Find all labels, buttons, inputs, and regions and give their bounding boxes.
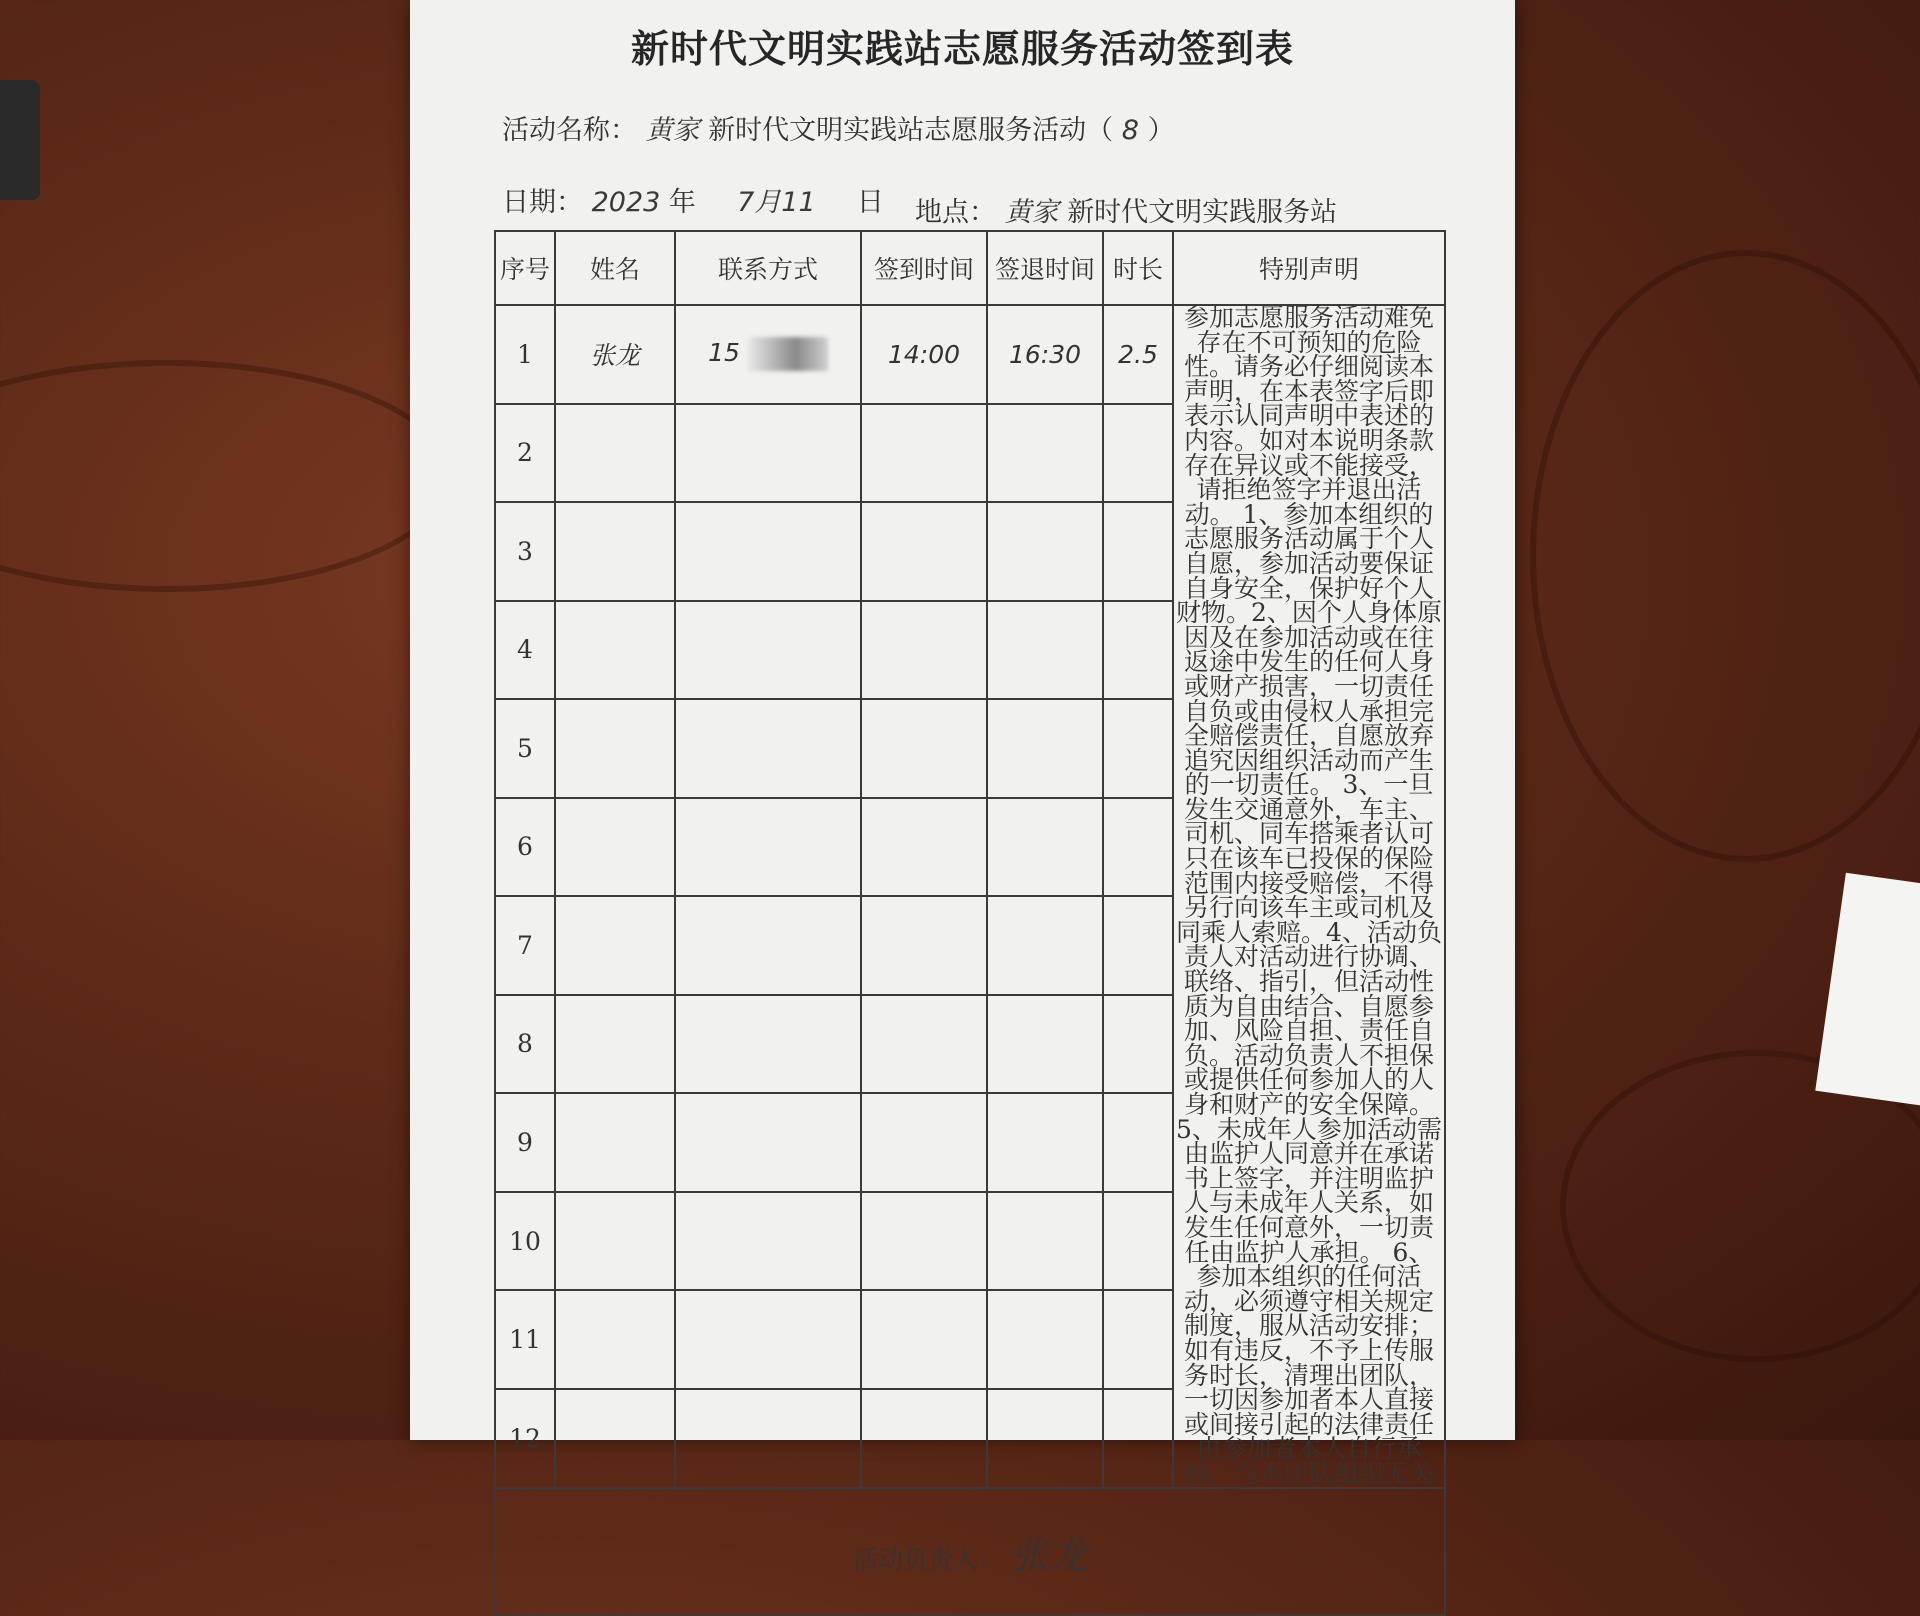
activity-leader [495, 1488, 1445, 1615]
row-sign-out [987, 995, 1103, 1094]
row-sign-out [987, 601, 1103, 700]
activity-name-line [502, 108, 1175, 147]
row-seq: 6 [495, 798, 555, 897]
special-statement: 参加志愿服务活动难免存在不可预知的危险性。请务必仔细阅读本声明，在本表签字后即表示认同声明中表述的内容。如对本说明条款存在异议或不能接受，请拒绝签字并退出活动。 1、参加本组织的志愿服务活动属于个人自愿，参加活动要保证自身安全，保护好个人财物。2、因个人身体原因及在参加活动或在往返途中发生的任何人身或财产损害，一切责任自负或由侵权人承担完全赔偿责任，自愿放弃追究因组织活动而产生的一切责任。 3、一旦发生交通意外，车主、司机、同车搭乘者认可只在该车已投保的保险范围内接受赔偿，不得另行向该车主或司机及同乘人索赔。4、活动负责人对活动进行协调、联络、指引，但活动性质为自由结合、自愿参加、风险自担、责任自负。活动负责人不担保或提供任何参加人的人身和财产的安全保障。5、未成年人参加活动需由监护人同意并在承诺书上签字，并注明监护人与未成年人关系，如发生任何意外，一切责任由监护人承担。 6、参加本组织的任何活动，必须遵守相关规定制度，服从活动安排；如有违反，不予上传服务时长，清理出团队，一切因参加者本人直接或间接引起的法律责任由参加者本人自行承担，与本团队组织无关 [1173, 305, 1445, 1488]
row-name [555, 995, 675, 1094]
row-duration [1103, 601, 1173, 700]
chair-corner [0, 80, 40, 200]
row-duration [1103, 1093, 1173, 1192]
row-sign-out [987, 1192, 1103, 1291]
row-seq: 3 [495, 502, 555, 601]
row-sign-out [987, 896, 1103, 995]
row-name [555, 1192, 675, 1291]
row-seq: 9 [495, 1093, 555, 1192]
table-row [495, 305, 1445, 404]
row-name [555, 798, 675, 897]
row-seq: 11 [495, 1290, 555, 1389]
row-name [555, 896, 675, 995]
activity-close: ） [1147, 115, 1175, 146]
row-contact [675, 699, 861, 798]
row-sign-in [861, 1093, 987, 1192]
sign-in-table [494, 230, 1446, 1616]
row-contact [675, 502, 861, 601]
header-duration: 时长 [1103, 231, 1173, 305]
row-name [555, 1290, 675, 1389]
row-contact [675, 1192, 861, 1291]
row-seq: 1 [495, 305, 555, 404]
row-seq: 5 [495, 699, 555, 798]
row-sign-in [861, 995, 987, 1094]
place-line [915, 190, 1337, 229]
year-char: 年 [668, 187, 696, 218]
row-name [555, 404, 675, 503]
row-sign-in [861, 1290, 987, 1389]
place-printed: 新时代文明实践服务站 [1067, 197, 1338, 228]
sign-in-sheet [410, 0, 1515, 1577]
row-sign-in [861, 699, 987, 798]
row-sign-out [987, 502, 1103, 601]
day-char: 日 [856, 187, 884, 218]
row-duration [1103, 404, 1173, 503]
row-seq: 8 [495, 995, 555, 1094]
row-name [555, 699, 675, 798]
wood-grain [0, 360, 452, 592]
row-contact [675, 896, 861, 995]
row-sign-out [987, 1389, 1103, 1488]
header-statement: 特别声明 [1173, 231, 1445, 305]
row-name [555, 1093, 675, 1192]
row-sign-in [861, 1192, 987, 1291]
row-contact-visible: 15 [708, 338, 740, 368]
row-name: 张龙 [555, 305, 675, 404]
row-name [555, 601, 675, 700]
form-title: 新时代文明实践站志愿服务活动签到表 [630, 26, 1294, 71]
row-contact [675, 1389, 861, 1488]
second-paper-sheet [1815, 873, 1920, 1108]
row-contact [675, 404, 861, 503]
row-sign-out [987, 798, 1103, 897]
row-seq: 10 [495, 1192, 555, 1291]
date-label: 日期： [502, 187, 583, 218]
row-sign-in [861, 601, 987, 700]
row-sign-in [861, 798, 987, 897]
header-sign-out: 签退时间 [987, 231, 1103, 305]
wood-grain [1530, 250, 1920, 862]
row-contact [675, 1093, 861, 1192]
row-sign-out [987, 1093, 1103, 1192]
date-year: 2023 [591, 187, 661, 218]
row-name [555, 1389, 675, 1488]
header-seq: 序号 [495, 231, 555, 305]
row-contact [675, 601, 861, 700]
row-contact [675, 305, 861, 404]
place-handwritten: 黄家 [1004, 197, 1059, 228]
activity-printed-name: 新时代文明实践站志愿服务活动（ [708, 115, 1114, 146]
leader-signature: 张龙 [1011, 1532, 1088, 1577]
header-sign-in: 签到时间 [861, 231, 987, 305]
table-footer-row [495, 1488, 1445, 1615]
row-sign-in: 14:00 [861, 305, 987, 404]
row-sign-out [987, 1290, 1103, 1389]
date-line [502, 180, 884, 219]
row-seq: 12 [495, 1389, 555, 1488]
row-seq: 7 [495, 896, 555, 995]
row-duration [1103, 1192, 1173, 1291]
place-label: 地点： [915, 197, 996, 228]
row-contact [675, 1290, 861, 1389]
row-contact [675, 995, 861, 1094]
activity-label: 活动名称： [502, 115, 637, 146]
row-duration [1103, 699, 1173, 798]
row-seq: 2 [495, 404, 555, 503]
row-duration [1103, 798, 1173, 897]
row-name [555, 502, 675, 601]
row-duration [1103, 1290, 1173, 1389]
header-contact: 联系方式 [675, 231, 861, 305]
row-duration: 2.5 [1103, 305, 1173, 404]
row-sign-in [861, 404, 987, 503]
table-header-row [495, 231, 1445, 305]
row-sign-in [861, 502, 987, 601]
activity-number: 8 [1121, 115, 1139, 146]
row-sign-out: 16:30 [987, 305, 1103, 404]
row-duration [1103, 896, 1173, 995]
row-contact [675, 798, 861, 897]
date-month-day: 7月11 [737, 187, 816, 218]
leader-label: 活动负责人： [852, 1544, 1003, 1574]
activity-handwritten-place: 黄家 [645, 115, 700, 146]
row-duration [1103, 995, 1173, 1094]
header-name: 姓名 [555, 231, 675, 305]
row-duration [1103, 1389, 1173, 1488]
redacted-blur [748, 337, 828, 371]
row-sign-in [861, 896, 987, 995]
row-seq: 4 [495, 601, 555, 700]
row-sign-out [987, 404, 1103, 503]
row-duration [1103, 502, 1173, 601]
row-sign-out [987, 699, 1103, 798]
row-sign-in [861, 1389, 987, 1488]
